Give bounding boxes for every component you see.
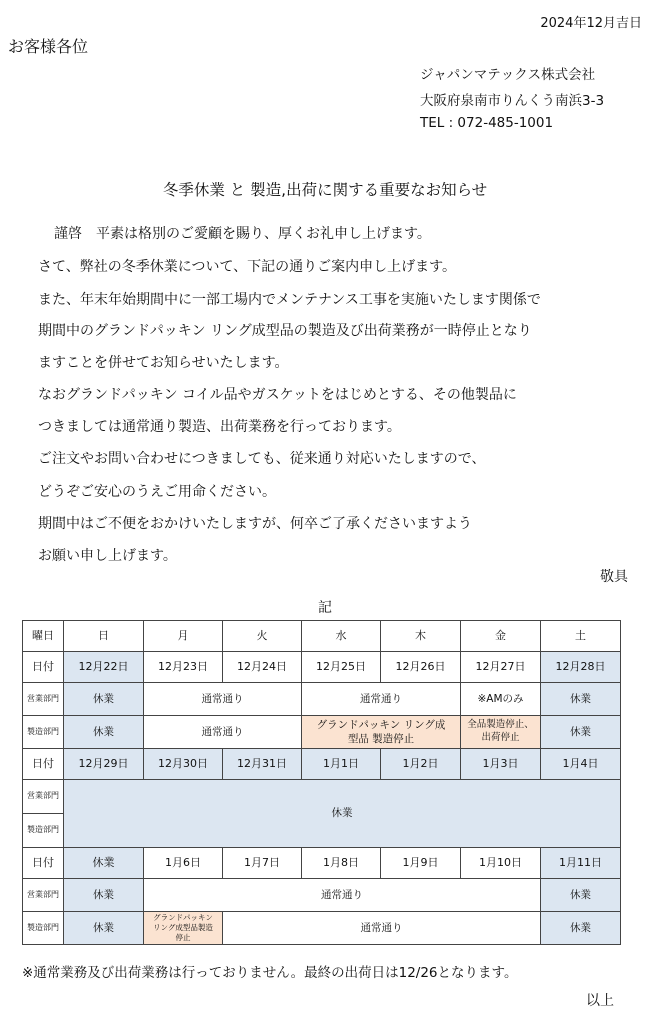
mfg-dept-label: 製造部門 (23, 814, 64, 848)
body-line: さて、弊社の冬季休業について、下記の通りご案内申し上げます。 (38, 259, 457, 275)
status-cell: 全品製造停止、出荷停止 (461, 716, 541, 749)
date-cell: 12月25日 (302, 652, 381, 683)
status-cell: 通常通り (302, 683, 461, 716)
sales-dept-label: 営業部門 (23, 683, 64, 716)
sales-row (23, 879, 621, 912)
sales-dept-label: 営業部門 (23, 879, 64, 912)
status-cell: 休業 (541, 716, 621, 749)
weekday-header-cell: 金 (461, 621, 541, 652)
date-label: 日付 (23, 848, 64, 879)
date-row (23, 848, 621, 879)
body-line: ますことを併せてお知らせいたします。 (38, 355, 289, 371)
footnote: ※通常業務及び出荷業務は行っておりません。最終の出荷日は12/26となります。 (22, 965, 518, 981)
date-row (23, 749, 621, 780)
addressee: お客様各位 (8, 37, 89, 56)
closing-ijou: 以上 (586, 993, 614, 1009)
schedule-table (22, 620, 621, 945)
body-line: つきましては通常通り製造、出荷業務を行っております。 (38, 419, 401, 435)
body-line: なおグランドパッキン コイル品やガスケットをはじめとする、その他製品に (38, 387, 517, 403)
weekday-header-row (23, 621, 621, 652)
weekday-header-cell: 曜日 (23, 621, 64, 652)
weekday-header-cell: 月 (144, 621, 223, 652)
date-cell: 1月6日 (144, 848, 223, 879)
mfg-dept-label: 製造部門 (23, 912, 64, 945)
body-line: 期間中のグランドパッキン リング成型品の製造及び出荷業務が一時停止となり (38, 323, 532, 339)
mfg-dept-label: 製造部門 (23, 716, 64, 749)
weekday-header-cell: 木 (381, 621, 461, 652)
date-cell: 1月8日 (302, 848, 381, 879)
body-line: 謹啓 平素は格別のご愛顧を賜り、厚くお礼申し上げます。 (40, 226, 431, 242)
date-cell: 12月24日 (223, 652, 302, 683)
company-name: ジャパンマテックス株式会社 (420, 67, 596, 83)
body-line: また、年末年始期間中に一部工場内でメンテナンス工事を実施いたします関係で (38, 292, 541, 308)
sales-row (23, 683, 621, 716)
date-cell: 12月26日 (381, 652, 461, 683)
status-cell: 通常通り (144, 683, 302, 716)
issue-date: 2024年12月吉日 (540, 16, 642, 31)
status-cell: 通常通り (144, 879, 541, 912)
status-cell: 通常通り (223, 912, 541, 945)
mfg-row (23, 912, 621, 945)
date-cell: 12月31日 (223, 749, 302, 780)
status-cell: グランドパッキン リング成型品 製造停止 (302, 716, 461, 749)
date-cell: 1月7日 (223, 848, 302, 879)
sales-dept-label: 営業部門 (23, 780, 64, 814)
body-line: お願い申し上げます。 (38, 548, 177, 564)
status-cell: 休業 (64, 716, 144, 749)
body-line: どうぞご安心のうえご用命ください。 (38, 484, 276, 500)
date-cell: 1月11日 (541, 848, 621, 879)
status-cell: 休業 (64, 912, 144, 945)
weekday-header-cell: 日 (64, 621, 144, 652)
company-tel: TEL : 072-485-1001 (420, 115, 554, 131)
date-cell: 12月29日 (64, 749, 144, 780)
weekday-header-cell: 火 (223, 621, 302, 652)
body-line: 期間中はご不便をおかけいたしますが、何卒ご了承くださいますよう (38, 516, 472, 532)
date-cell: 休業 (64, 848, 144, 879)
date-cell: 1月10日 (461, 848, 541, 879)
status-cell: ※AMのみ (461, 683, 541, 716)
status-cell: 休業 (64, 879, 144, 912)
date-cell: 1月9日 (381, 848, 461, 879)
status-cell: 休業 (541, 683, 621, 716)
date-cell: 1月2日 (381, 749, 461, 780)
status-cell: 休業 (541, 912, 621, 945)
sales-row (23, 780, 621, 814)
notice-title: 冬季休業 と 製造,出荷に関する重要なお知らせ (162, 181, 488, 199)
date-row (23, 652, 621, 683)
status-cell: 休業 (541, 879, 621, 912)
date-cell: 12月23日 (144, 652, 223, 683)
date-label: 日付 (23, 749, 64, 780)
status-cell: 休業 (64, 683, 144, 716)
date-cell: 1月4日 (541, 749, 621, 780)
weekday-header-cell: 水 (302, 621, 381, 652)
ki-heading: 記 (318, 600, 332, 616)
status-cell: グランドパッキン リング成型品製造停止 (144, 912, 223, 945)
date-cell: 12月27日 (461, 652, 541, 683)
date-cell: 12月30日 (144, 749, 223, 780)
holiday-block: 休業 (64, 780, 621, 848)
status-cell: 通常通り (144, 716, 302, 749)
closing-keigu: 敬具 (600, 569, 628, 585)
date-cell: 1月1日 (302, 749, 381, 780)
weekday-header-cell: 土 (541, 621, 621, 652)
mfg-row (23, 716, 621, 749)
body-line: ご注文やお問い合わせにつきましても、従来通り対応いたしますので、 (38, 451, 486, 467)
date-cell: 1月3日 (461, 749, 541, 780)
date-label: 日付 (23, 652, 64, 683)
company-address: 大阪府泉南市りんくう南浜3-3 (420, 93, 605, 109)
date-cell: 12月28日 (541, 652, 621, 683)
date-cell: 12月22日 (64, 652, 144, 683)
